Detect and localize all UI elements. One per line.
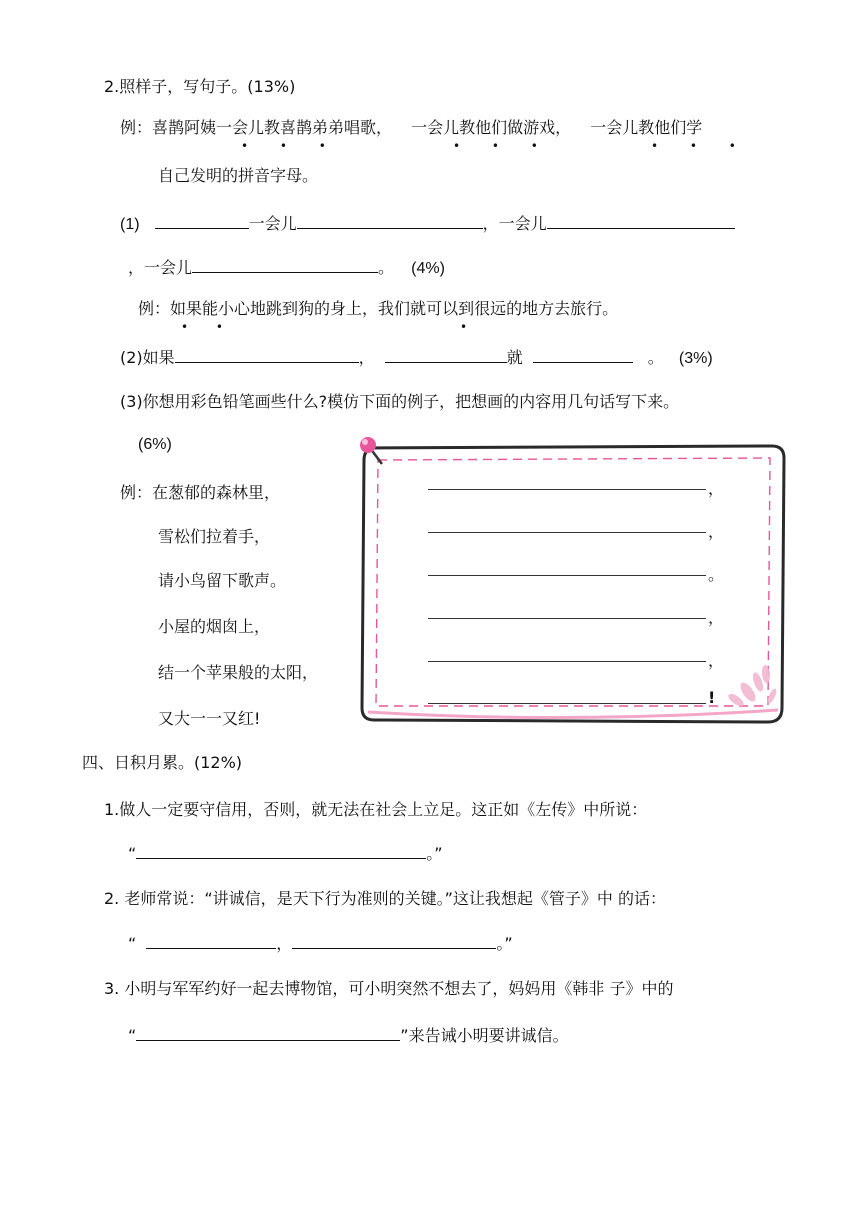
part-2-text: ，: [358, 348, 375, 367]
frame-answer-line[interactable]: [428, 532, 706, 533]
poem-line: 又大一一又红!: [158, 709, 261, 728]
frame-answer-line[interactable]: [428, 618, 706, 619]
answer-blank[interactable]: [136, 840, 426, 859]
section-4-q2-answer: [128, 930, 513, 954]
example-2-part: 可以到很远的地方去旅行。: [426, 299, 619, 318]
answer-blank[interactable]: [297, 210, 483, 229]
answer-blank[interactable]: [146, 930, 276, 949]
part-1-text: 一会儿: [248, 214, 297, 233]
answer-blank[interactable]: [155, 210, 249, 229]
answer-blank[interactable]: [292, 930, 496, 949]
example-1-line-1: [120, 115, 702, 138]
part-2-label: (2)如果: [120, 348, 175, 367]
example-1-part: 教他们做游戏，: [459, 118, 572, 137]
quote-mark: “: [128, 934, 137, 953]
frame-answer-line[interactable]: [428, 661, 706, 662]
section-4-title: 四、日积月累。(12%): [82, 753, 243, 772]
frame-line-ending: ，: [708, 608, 725, 627]
part-1-text: 。: [378, 258, 395, 277]
part-2-score: (3%): [678, 350, 713, 367]
section-4-q1: 1.做人一定要守信用，否则，就无法在社会上立足。这正如《左传》中所说：: [104, 800, 648, 819]
emphasis-dots: • • •: [241, 139, 340, 153]
emphasis-dots: • •: [181, 320, 235, 334]
part-1-label: (1): [120, 216, 140, 233]
part-1-text: ，一会儿: [482, 214, 547, 233]
emphasis-dots: • • •: [651, 139, 750, 153]
dotted-word-text: 一会儿: [411, 118, 460, 137]
quote-mark: “: [128, 844, 137, 863]
quote-mark: ，: [276, 934, 293, 953]
part-1-line-1: [120, 210, 735, 234]
answer-blank[interactable]: [547, 210, 735, 229]
question-2-title: 2.照样子，写句子。(13%): [104, 77, 296, 96]
poem-line: 雪松们拉着手，: [158, 527, 271, 546]
example-2-part: 能小心地跳到狗的身上，我们: [202, 299, 411, 318]
poem-line: 小屋的烟囱上，: [158, 617, 271, 636]
section-4-q2: 2. 老师常说：“讲诚信，是天下行为准则的关键。”这让我想起《管子》中 的话：: [104, 889, 667, 908]
part-2-line: [120, 344, 713, 368]
frame-answer-line[interactable]: [428, 575, 706, 576]
dotted-word: [216, 118, 264, 137]
part-2-text: 。: [647, 348, 664, 367]
part-1-text: ，一会儿: [128, 258, 193, 277]
dotted-word-text: 就: [410, 299, 427, 318]
emphasis-dots: • • •: [453, 139, 552, 153]
part-3-score: (6%): [138, 436, 172, 453]
answer-blank[interactable]: [533, 344, 633, 363]
part-1-line-2: [128, 254, 445, 278]
poem-line: 例：在葱郁的森林里，: [120, 483, 281, 502]
frame-line-ending: ，: [708, 522, 725, 541]
frame-answer-line[interactable]: [428, 489, 706, 490]
quote-mark: 。”: [426, 844, 443, 863]
emphasis-dots: •: [460, 320, 468, 334]
frame-answer-line[interactable]: [428, 703, 706, 704]
example-1-part: 教他们学: [638, 118, 703, 137]
dotted-word-text: 一会儿: [216, 118, 265, 137]
example-1-part: 例：喜鹊阿姨: [120, 118, 217, 137]
example-2: [138, 296, 618, 319]
part-2-text: 就: [506, 348, 523, 367]
section-4-q3: 3. 小明与军军约好一起去博物馆，可小明突然不想去了，妈妈用《韩非 子》中的: [104, 979, 674, 998]
frame-line-ending: ，: [708, 479, 725, 498]
dotted-word-text: 如果: [170, 299, 203, 318]
frame-line-ending: 。: [708, 565, 725, 584]
part-1-score: (4%): [411, 260, 445, 277]
dotted-word-text: 一会儿: [590, 118, 639, 137]
poem-line: 请小鸟留下歌声。: [158, 571, 287, 590]
answer-blank[interactable]: [385, 344, 507, 363]
answer-blank[interactable]: [136, 1022, 400, 1041]
quote-mark: ”来告诫小明要讲诚信。: [400, 1026, 569, 1045]
part-3-prompt: (3)你想用彩色铅笔画些什么?模仿下面的例子，把想画的内容用几句话写下来。: [120, 392, 680, 411]
frame-line-ending: ，: [708, 651, 725, 670]
poem-line: 结一个苹果般的太阳，: [158, 663, 319, 682]
answer-blank[interactable]: [175, 344, 359, 363]
section-4-q1-answer: [128, 840, 443, 864]
example-2-part: 例：: [138, 299, 171, 318]
example-1-part: 教喜鹊弟弟唱歌，: [264, 118, 393, 137]
example-1-line-2: 自己发明的拼音字母。: [158, 166, 319, 185]
section-4-q3-answer: [128, 1022, 569, 1046]
frame-line-ending: !: [708, 688, 716, 707]
quote-mark: 。”: [496, 934, 513, 953]
quote-mark: “: [128, 1026, 137, 1045]
answer-blank[interactable]: [192, 254, 378, 273]
